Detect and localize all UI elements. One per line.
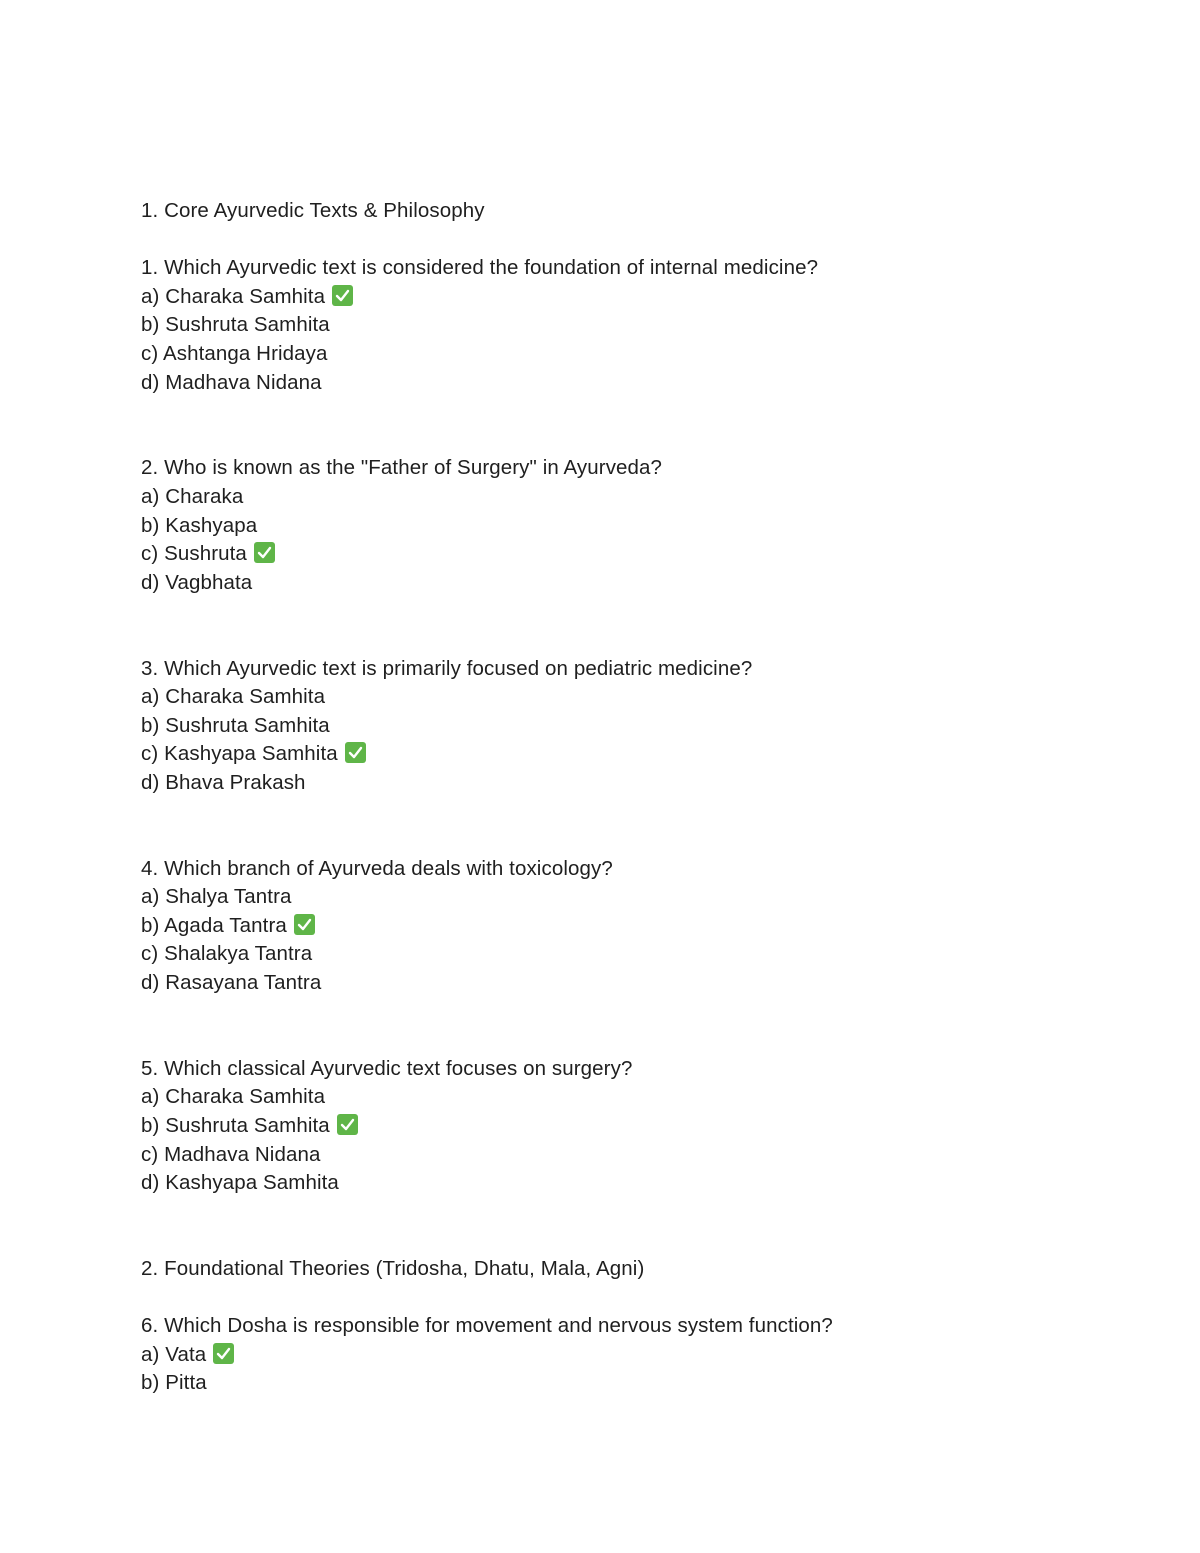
- answer-option-label: d) Kashyapa Samhita: [141, 1171, 339, 1195]
- answer-option-label: d) Madhava Nidana: [141, 370, 322, 394]
- answer-option-label: d) Rasayana Tantra: [141, 971, 322, 995]
- question-text: 5. Which classical Ayurvedic text focuses on surgery?: [141, 1056, 633, 1080]
- answer-option-label: d) Bhava Prakash: [141, 770, 306, 794]
- question-block: [141, 454, 1101, 597]
- section-heading: 2. Foundational Theories (Tridosha, Dhatu, Mala, Agni): [141, 1256, 645, 1280]
- section-heading: 1. Core Ayurvedic Texts & Philosophy: [141, 199, 485, 222]
- answer-option-label: a) Shalya Tantra: [141, 885, 292, 909]
- answer-option: [141, 1112, 1101, 1141]
- answer-option: [141, 283, 1101, 312]
- answer-option-label: b) Sushruta Samhita: [141, 713, 330, 737]
- answer-option-label: c) Ashtanga Hridaya: [141, 341, 328, 365]
- answer-option-label: c) Kashyapa Samhita: [141, 742, 338, 766]
- question-block: [141, 1312, 1101, 1398]
- answer-option: [141, 912, 1101, 941]
- answer-option: [141, 740, 1101, 769]
- answer-option-label: c) Sushruta: [141, 542, 247, 566]
- question-block: [141, 655, 1101, 798]
- check-mark-button-icon: [213, 1343, 234, 1364]
- question-text: 6. Which Dosha is responsible for movement and nervous system function?: [141, 1314, 833, 1338]
- answer-option-label: a) Charaka Samhita: [141, 685, 326, 709]
- question-text: 1. Which Ayurvedic text is considered the foundation of internal medicine?: [141, 256, 819, 280]
- question-block: [141, 1055, 1101, 1198]
- answer-option: [141, 369, 1101, 398]
- document-page: [141, 197, 1101, 1455]
- answer-option-label: b) Kashyapa: [141, 513, 258, 537]
- answer-option: [141, 512, 1101, 541]
- answer-option-label: c) Madhava Nidana: [141, 1142, 321, 1166]
- answer-option: [141, 712, 1101, 741]
- check-mark-button-icon: [254, 542, 275, 563]
- answer-option: [141, 683, 1101, 712]
- answer-option: [141, 1141, 1101, 1170]
- question-block: [141, 254, 1101, 397]
- question-text: 3. Which Ayurvedic text is primarily focused on pediatric medicine?: [141, 656, 753, 680]
- answer-option: [141, 483, 1101, 512]
- check-mark-button-icon: [345, 742, 366, 763]
- answer-option: [141, 311, 1101, 340]
- check-mark-button-icon: [337, 1114, 358, 1135]
- answer-option: [141, 969, 1101, 998]
- answer-option: [141, 883, 1101, 912]
- answer-option-label: a) Charaka Samhita: [141, 284, 326, 308]
- answer-option-label: b) Sushruta Samhita: [141, 1114, 330, 1137]
- answer-option-label: b) Pitta: [141, 1371, 207, 1395]
- answer-option-label: c) Shalakya Tantra: [141, 942, 313, 966]
- answer-option: [141, 1341, 1101, 1370]
- check-mark-button-icon: [332, 285, 353, 306]
- answer-option: [141, 1083, 1101, 1112]
- question-block: [141, 855, 1101, 998]
- answer-option-label: a) Charaka: [141, 484, 244, 508]
- answer-option-label: b) Sushruta Samhita: [141, 313, 330, 337]
- answer-option: [141, 1169, 1101, 1198]
- answer-option-label: b) Agada Tantra: [141, 913, 287, 937]
- question-text: 2. Who is known as the "Father of Surgery" in Ayurveda?: [141, 456, 663, 480]
- answer-option-label: a) Vata: [141, 1342, 207, 1366]
- answer-option: [141, 569, 1101, 598]
- answer-option: [141, 940, 1101, 969]
- answer-option: [141, 1369, 1101, 1398]
- answer-option: [141, 340, 1101, 369]
- answer-option-label: d) Vagbhata: [141, 570, 253, 594]
- answer-option: [141, 540, 1101, 569]
- check-mark-button-icon: [294, 914, 315, 935]
- question-text: 4. Which branch of Ayurveda deals with toxicology?: [141, 856, 613, 880]
- answer-option: [141, 769, 1101, 798]
- answer-option-label: a) Charaka Samhita: [141, 1085, 326, 1109]
